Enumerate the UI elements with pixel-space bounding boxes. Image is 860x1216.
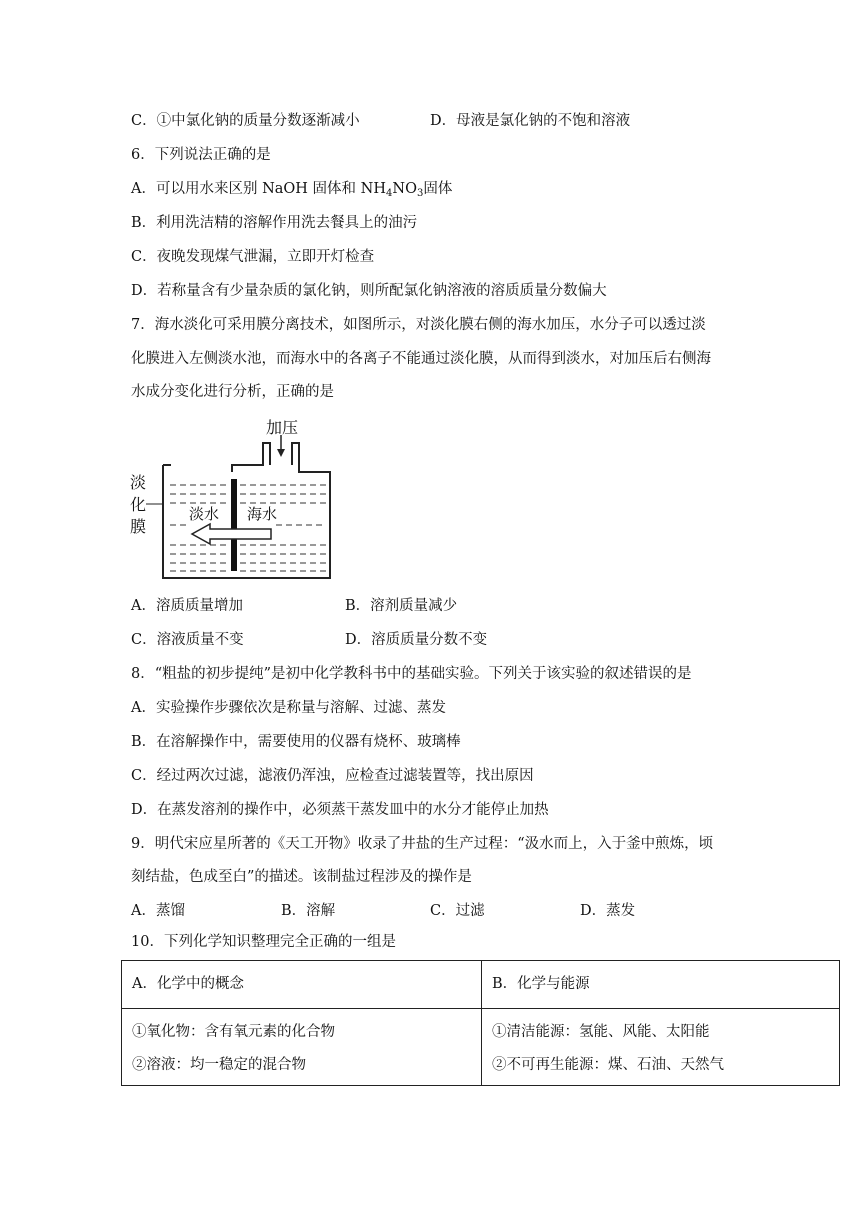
q6-option-d: D．若称量含有少量杂质的氯化钠，则所配氯化钠溶液的溶质质量分数偏大: [131, 283, 607, 299]
fresh-water-lines: [170, 485, 229, 571]
q9-option-b: B．溶解: [281, 903, 336, 919]
q7-stem-line2: 化膜进入左侧淡水池，而海水中的各离子不能通过淡化膜，从而得到淡水，对加压后右侧海: [131, 351, 711, 367]
desalination-diagram: [126, 413, 346, 583]
q10-col-b-row1: ①清洁能源：氢能、风能、太阳能: [492, 1024, 710, 1040]
q7-option-d: D．溶质质量分数不变: [345, 632, 488, 648]
q6-option-a: A．可以用水来区别 NaOH 固体和 $NH_4NO_3$固体: [131, 181, 453, 199]
fresh-water-label: 淡水: [189, 506, 220, 523]
q8-stem: 8．“粗盐的初步提纯”是初中化学教科书中的基础实验。下列关于该实验的叙述错误的是: [131, 666, 692, 682]
q10-col-b-header: B．化学与能源: [482, 961, 840, 1009]
q5-option-d: D．母液是氯化钠的不饱和溶液: [430, 113, 631, 129]
q6-option-b: B．利用洗洁精的溶解作用洗去餐具上的油污: [131, 215, 418, 231]
q6-stem: 6．下列说法正确的是: [131, 147, 271, 163]
q8-option-c: C．经过两次过滤，滤液仍浑浊，应检查过滤装置等，找出原因: [131, 768, 534, 784]
q9-option-c: C．过滤: [430, 903, 485, 919]
sea-water-lines: [240, 485, 326, 571]
q7-stem-line1: 7．海水淡化可采用膜分离技术，如图所示，对淡化膜右侧的海水加压，水分子可以透过淡: [131, 317, 706, 333]
q10-table: [121, 960, 840, 1086]
q9-stem-line2: 刻结盐，色成至白”的描述。该制盐过程涉及的操作是: [131, 869, 472, 885]
membrane: [231, 479, 237, 571]
q10-col-a-row1: ①氧化物：含有氧元素的化合物: [132, 1024, 335, 1040]
q9-option-d: D．蒸发: [580, 903, 636, 919]
q9-stem-line1: 9．明代宋应星所著的《天工开物》收录了井盐的生产过程：“汲水而上，入于釜中煎炼，顷: [131, 836, 714, 852]
q7-option-c: C．溶液质量不变: [131, 632, 244, 648]
q5-option-c: C．①中氯化钠的质量分数逐渐减小: [131, 113, 360, 129]
q7-option-b: B．溶剂质量减少: [345, 598, 458, 614]
q8-option-d: D．在蒸发溶剂的操作中，必须蒸干蒸发皿中的水分才能停止加热: [131, 802, 549, 818]
pressure-label: 加压: [266, 420, 299, 437]
q10-col-a-body: [122, 1009, 482, 1086]
q9-option-a: A．蒸馏: [131, 903, 185, 919]
q10-stem: 10．下列化学知识整理完全正确的一组是: [131, 934, 396, 950]
membrane-label-1: 淡: [130, 475, 147, 492]
membrane-label-2: 化: [130, 497, 147, 514]
q10-col-b-row2: ②不可再生能源：煤、石油、天然气: [492, 1057, 724, 1073]
q8-option-b: B．在溶解操作中，需要使用的仪器有烧杯、玻璃棒: [131, 734, 461, 750]
piston-housing: [232, 443, 270, 472]
q8-option-a: A．实验操作步骤依次是称量与溶解、过滤、蒸发: [131, 700, 446, 716]
q7-stem-line3: 水成分变化进行分析，正确的是: [131, 384, 334, 400]
q10-col-b-body: [482, 1009, 840, 1086]
q7-option-a: A．溶质质量增加: [131, 598, 243, 614]
membrane-label-3: 膜: [130, 519, 147, 536]
sea-water-label: 海水: [247, 506, 278, 523]
q10-col-a-header: A．化学中的概念: [122, 961, 482, 1009]
q6-option-c: C．夜晚发现煤气泄漏，立即开灯检查: [131, 249, 375, 265]
q10-col-a-row2: ②溶液：均一稳定的混合物: [132, 1057, 306, 1073]
